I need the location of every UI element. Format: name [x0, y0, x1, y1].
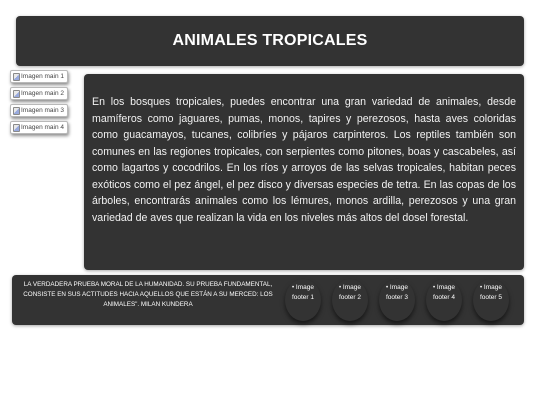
- footer-image-3-alt-line2: footer 3: [385, 294, 409, 301]
- footer-image-4-alt-line1: Image: [436, 284, 455, 291]
- footer-image-2-alt-line1: Image: [342, 284, 361, 291]
- footer-image-1-alt-line2: footer 1: [291, 294, 315, 301]
- main-image-1[interactable]: [10, 70, 68, 83]
- main-image-3[interactable]: [10, 104, 68, 117]
- main-image-1-alt: Imagen main 1: [21, 73, 64, 80]
- footer-image-4-alt-line2: footer 4: [432, 294, 456, 301]
- main-image-3-alt: Imagen main 3: [21, 107, 64, 114]
- main-image-2[interactable]: [10, 87, 68, 100]
- footer-image-3-alt-line1: Image: [389, 284, 408, 291]
- footer-image-5-alt-line2: footer 5: [479, 294, 503, 301]
- page-footer: [12, 275, 524, 325]
- main-paragraph: En los bosques tropicales, puedes encontrar una gran variedad de animales, desde mamíferos como jaguares, pumas, monos, tapires y perezosos, hasta aves coloridas como guacamayos, tucanes, colibríes y pájaros carpinteros. Los reptiles también son comunes en las regiones tropicales, con serpientes como pitones, boas y cascabeles, así como lagartos y cocodrilos. En los ríos y arroyos de las selvas tropicales, habitan peces exóticos como el pez ángel, el pez disco y diversas especies de tetra. En las copas de los árboles, encontrarás animales como los lémures, monos ardilla, perezosos y una gran variedad de aves que realizan la vida en los niveles más altos del dosel forestal.: [92, 96, 516, 224]
- broken-image-icon: [13, 107, 20, 115]
- footer-image-3[interactable]: [379, 279, 415, 321]
- footer-image-2[interactable]: [332, 279, 368, 321]
- broken-image-icon: [13, 73, 20, 81]
- broken-image-icon: [13, 124, 20, 132]
- bullet-icon: •: [339, 285, 342, 291]
- main-image-list: [10, 70, 68, 138]
- footer-image-5[interactable]: [473, 279, 509, 321]
- bullet-icon: •: [292, 285, 295, 291]
- main-content: [84, 74, 524, 270]
- footer-image-1-alt-line1: Image: [295, 284, 314, 291]
- bullet-icon: •: [433, 285, 436, 291]
- footer-image-2-alt-line2: footer 2: [338, 294, 362, 301]
- footer-image-4[interactable]: [426, 279, 462, 321]
- bullet-icon: •: [480, 285, 483, 291]
- main-image-4[interactable]: [10, 121, 68, 134]
- bullet-icon: •: [386, 285, 389, 291]
- footer-quote: LA VERDADERA PRUEBA MORAL DE LA HUMANIDAD. SU PRUEBA FUNDAMENTAL, CONSISTE EN SUS ACTITUDES HACIA AQUELLOS QUE ESTÁN A SU MERCED: LOS ANIMALES". MILAN KUNDERA: [23, 281, 273, 308]
- page-header: [16, 16, 524, 66]
- footer-image-5-alt-line1: Image: [483, 284, 502, 291]
- footer-image-1[interactable]: [285, 279, 321, 321]
- main-image-2-alt: Imagen main 2: [21, 90, 64, 97]
- broken-image-icon: [13, 90, 20, 98]
- page-title: ANIMALES TROPICALES: [172, 32, 368, 49]
- main-image-4-alt: Imagen main 4: [21, 124, 64, 131]
